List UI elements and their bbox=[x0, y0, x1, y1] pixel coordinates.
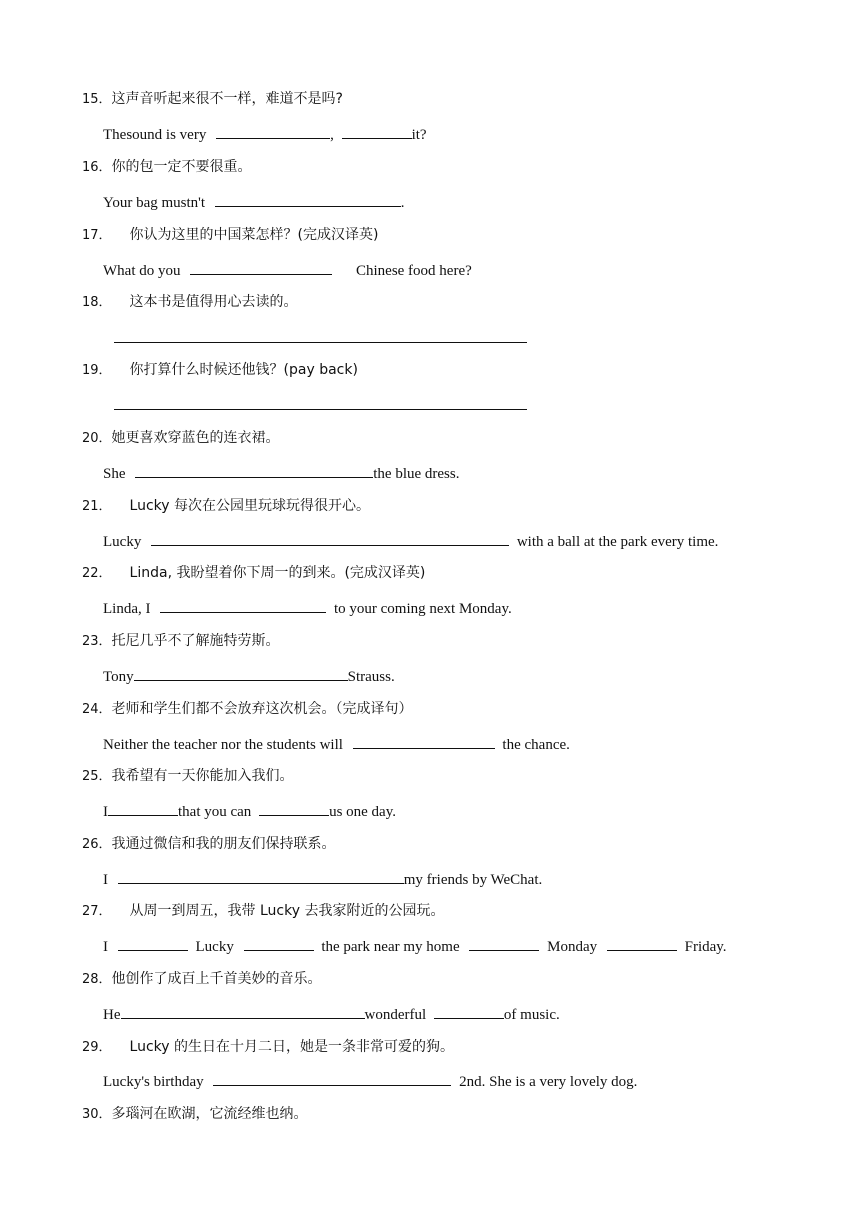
chinese-prompt: 多瑙河在欧湖，它流经维也纳。 bbox=[111, 1106, 308, 1122]
answer-line-17 bbox=[103, 259, 472, 281]
answer-line-15 bbox=[103, 123, 427, 145]
question-30 bbox=[82, 1104, 308, 1125]
question-number: 22． bbox=[82, 566, 112, 581]
answer-line-20 bbox=[103, 462, 459, 484]
question-number: 28． bbox=[82, 972, 112, 987]
answer-line-21 bbox=[103, 530, 718, 552]
answer-blank[interactable] bbox=[151, 530, 509, 546]
question-24 bbox=[82, 699, 413, 720]
chinese-prompt: 这本书是值得用心去读的。 bbox=[129, 294, 298, 310]
question-number: 25． bbox=[82, 769, 112, 784]
question-number: 23． bbox=[82, 634, 112, 649]
question-number: 15． bbox=[82, 92, 112, 107]
question-number: 30． bbox=[82, 1107, 112, 1122]
question-number: 21． bbox=[82, 499, 112, 514]
question-20 bbox=[82, 428, 280, 449]
answer-text: I bbox=[103, 939, 108, 955]
question-18 bbox=[82, 292, 298, 313]
answer-blank[interactable] bbox=[118, 868, 404, 884]
answer-text: I bbox=[103, 872, 108, 888]
answer-text: He bbox=[103, 1007, 121, 1023]
answer-text: my friends by WeChat. bbox=[403, 872, 543, 888]
chinese-prompt: 从周一到周五，我带 Lucky 去我家附近的公园玩。 bbox=[129, 903, 445, 919]
chinese-prompt: Linda, 我盼望着你下周一的到来。(完成汉译英) bbox=[129, 565, 426, 581]
question-number: 26． bbox=[82, 837, 112, 852]
answer-blank[interactable] bbox=[118, 935, 188, 951]
answer-blank[interactable] bbox=[121, 1003, 365, 1019]
answer-text: I bbox=[103, 804, 108, 820]
answer-text: us one day. bbox=[329, 804, 396, 820]
question-number: 17． bbox=[82, 228, 112, 243]
question-number: 19． bbox=[82, 363, 112, 378]
answer-text: to your coming next Monday. bbox=[333, 601, 512, 617]
chinese-prompt: 你认为这里的中国菜怎样？(完成汉译英) bbox=[129, 227, 379, 243]
answer-blank[interactable] bbox=[213, 1070, 451, 1086]
answer-line-19[interactable] bbox=[114, 409, 527, 410]
answer-text: wonderful bbox=[364, 1007, 427, 1023]
question-27 bbox=[82, 901, 444, 922]
answer-text: Lucky's birthday bbox=[103, 1074, 204, 1090]
answer-line-25 bbox=[103, 800, 396, 822]
answer-blank[interactable] bbox=[353, 733, 495, 749]
answer-text: the chance. bbox=[502, 737, 570, 753]
answer-text: Friday. bbox=[684, 939, 727, 955]
answer-blank[interactable] bbox=[190, 259, 332, 275]
answer-text: Tony bbox=[103, 669, 134, 685]
answer-text: She bbox=[103, 466, 126, 482]
question-26 bbox=[82, 834, 336, 855]
answer-text: it? bbox=[411, 127, 427, 143]
answer-line-18[interactable] bbox=[114, 342, 527, 343]
chinese-prompt: 这声音听起来很不一样，难道不是吗? bbox=[111, 91, 343, 107]
answer-text: Monday bbox=[547, 939, 598, 955]
answer-text: of music. bbox=[503, 1007, 560, 1023]
question-15 bbox=[82, 89, 343, 110]
answer-text: Chinese food here? bbox=[355, 263, 472, 279]
question-number: 20． bbox=[82, 431, 112, 446]
chinese-prompt: 我希望有一天你能加入我们。 bbox=[111, 768, 294, 784]
answer-text: that you can bbox=[178, 804, 252, 820]
answer-blank[interactable] bbox=[342, 123, 412, 139]
answer-text: Thesound is very bbox=[103, 127, 207, 143]
chinese-prompt: 他创作了成百上千首美妙的音乐。 bbox=[111, 971, 322, 987]
answer-line-27 bbox=[103, 935, 727, 957]
chinese-prompt: 她更喜欢穿蓝色的连衣裙。 bbox=[111, 430, 280, 446]
answer-line-23 bbox=[103, 665, 395, 687]
answer-text: . bbox=[400, 195, 405, 211]
answer-text: Strauss. bbox=[347, 669, 395, 685]
question-16 bbox=[82, 157, 252, 178]
answer-blank[interactable] bbox=[244, 935, 314, 951]
answer-line-22 bbox=[103, 597, 512, 619]
answer-blank[interactable] bbox=[216, 123, 330, 139]
answer-blank[interactable] bbox=[607, 935, 677, 951]
answer-text: the park near my home bbox=[321, 939, 460, 955]
chinese-prompt: 老师和学生们都不会放弃这次机会。（完成译句） bbox=[111, 701, 413, 717]
answer-blank[interactable] bbox=[215, 191, 401, 207]
question-23 bbox=[82, 631, 280, 652]
answer-blank[interactable] bbox=[469, 935, 539, 951]
question-25 bbox=[82, 766, 294, 787]
question-28 bbox=[82, 969, 322, 990]
answer-blank[interactable] bbox=[160, 597, 326, 613]
question-number: 27． bbox=[82, 904, 112, 919]
answer-text: Linda, I bbox=[103, 601, 151, 617]
question-number: 29． bbox=[82, 1040, 112, 1055]
answer-text: Neither the teacher nor the students will bbox=[103, 737, 343, 753]
answer-text: Lucky bbox=[103, 534, 142, 550]
answer-text: Your bag mustn't bbox=[103, 195, 206, 211]
question-22 bbox=[82, 563, 425, 584]
answer-text: with a ball at the park every time. bbox=[516, 534, 719, 550]
answer-text: Lucky bbox=[195, 939, 234, 955]
answer-line-29 bbox=[103, 1070, 637, 1092]
answer-text: What do you bbox=[103, 263, 181, 279]
question-17 bbox=[82, 225, 378, 246]
answer-blank[interactable] bbox=[434, 1003, 504, 1019]
chinese-prompt: 你的包一定不要很重。 bbox=[111, 159, 252, 175]
question-21 bbox=[82, 496, 370, 517]
chinese-prompt: 你打算什么时候还他钱？(pay back) bbox=[129, 362, 358, 378]
question-19 bbox=[82, 360, 358, 381]
answer-blank[interactable] bbox=[135, 462, 373, 478]
answer-blank[interactable] bbox=[134, 665, 348, 681]
question-number: 18． bbox=[82, 295, 112, 310]
answer-text: the blue dress. bbox=[373, 466, 460, 482]
answer-line-28 bbox=[103, 1003, 560, 1025]
answer-text: 2nd. She is a very lovely dog. bbox=[459, 1074, 638, 1090]
answer-blank[interactable] bbox=[259, 800, 329, 816]
answer-line-16 bbox=[103, 191, 405, 213]
answer-line-24 bbox=[103, 733, 570, 755]
chinese-prompt: Lucky 每次在公园里玩球玩得很开心。 bbox=[129, 498, 371, 514]
chinese-prompt: 托尼几乎不了解施特劳斯。 bbox=[111, 633, 280, 649]
chinese-prompt: 我通过微信和我的朋友们保持联系。 bbox=[111, 836, 336, 852]
question-number: 16． bbox=[82, 160, 112, 175]
question-number: 24． bbox=[82, 702, 112, 717]
answer-text: , bbox=[330, 127, 334, 143]
question-29 bbox=[82, 1037, 454, 1058]
answer-blank[interactable] bbox=[108, 800, 178, 816]
chinese-prompt: Lucky 的生日在十月二日，她是一条非常可爱的狗。 bbox=[129, 1039, 455, 1055]
answer-line-26 bbox=[103, 868, 542, 890]
